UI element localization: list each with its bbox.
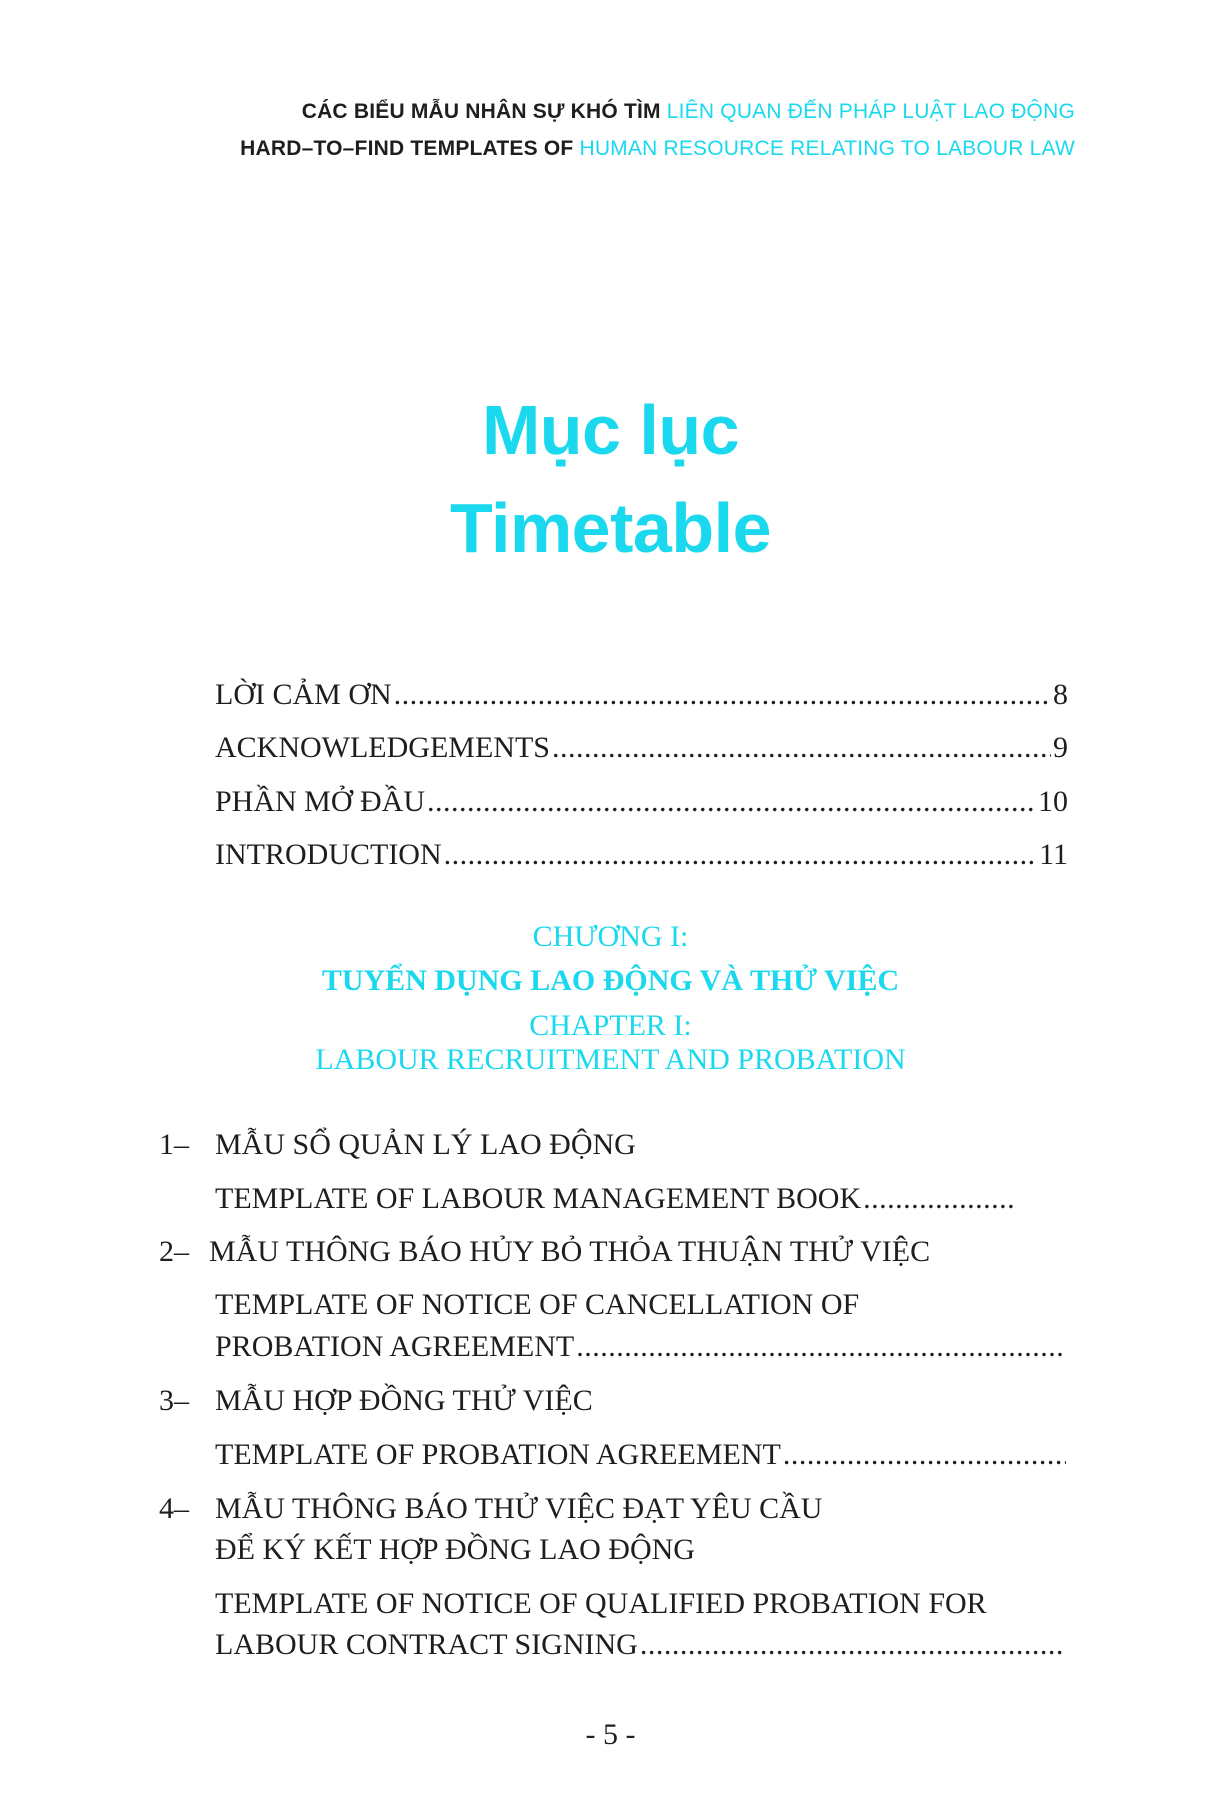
running-header-line-2 [240, 130, 1075, 167]
toc-entry-page: 10 [1038, 785, 1068, 818]
dot-leader [552, 733, 1051, 763]
item-title-en-line [215, 1440, 1068, 1470]
running-header-en-accent: HUMAN RESOURCE RELATING TO LABOUR LAW [579, 137, 1075, 160]
item-number: 4– [159, 1492, 189, 1525]
item-title-en: TEMPLATE OF NOTICE OF QUALIFIED PROBATION FOR [215, 1587, 987, 1620]
dot-leader [427, 787, 1036, 817]
toc-entry-phan-mo-dau[interactable] [215, 787, 1068, 817]
toc-entry-label: ACKNOWLEDGEMENTS [215, 731, 550, 764]
item-title-en: TEMPLATE OF NOTICE OF CANCELLATION OF [215, 1288, 860, 1321]
running-header-en-black: HARD–TO–FIND TEMPLATES OF [240, 137, 574, 160]
chapter-number-vi: CHƯƠNG I: [532, 920, 689, 953]
item-title-en-line [215, 1630, 1068, 1660]
chapter-number-en: CHAPTER I: [529, 1009, 692, 1042]
item-title-en-line [215, 1332, 1068, 1362]
toc-entry-label: PHẦN MỞ ĐẦU [215, 785, 426, 818]
page-title-en: Timetable [450, 489, 771, 567]
item-title-vi: MẪU HỢP ĐỒNG THỬ VIỆC [215, 1384, 593, 1417]
running-header [240, 93, 1075, 167]
item-title-en: TEMPLATE OF PROBATION AGREEMENT [215, 1438, 781, 1471]
item-title-en-line [215, 1184, 1015, 1214]
page-title-vi: Mục lục [481, 391, 740, 469]
running-header-line-1 [240, 93, 1075, 130]
item-title-en: TEMPLATE OF LABOUR MANAGEMENT BOOK [215, 1182, 862, 1215]
chapter-title-en: LABOUR RECRUITMENT AND PROBATION [315, 1043, 906, 1076]
toc-entry-page: 8 [1053, 678, 1068, 711]
item-title-en-cont: PROBATION AGREEMENT [215, 1330, 575, 1363]
item-title-vi: MẪU THÔNG BÁO HỦY BỎ THỎA THUẬN THỬ VIỆC [209, 1235, 931, 1268]
toc-entry-introduction[interactable] [215, 840, 1068, 870]
dot-leader [576, 1332, 1066, 1362]
item-title-vi: MẪU THÔNG BÁO THỬ VIỆC ĐẠT YÊU CẦU [215, 1492, 823, 1525]
toc-entry-label: INTRODUCTION [215, 838, 442, 871]
item-title-en-cont: LABOUR CONTRACT SIGNING [215, 1628, 638, 1661]
dot-leader [394, 680, 1051, 710]
item-number: 2– [159, 1235, 189, 1268]
dot-leader [444, 840, 1037, 870]
toc-entry-acknowledgements[interactable] [215, 733, 1068, 763]
running-header-vi-black: CÁC BIỂU MẪU NHÂN SỰ KHÓ TÌM [301, 100, 661, 123]
item-number: 1– [159, 1128, 189, 1161]
toc-entry-label: LỜI CẢM ƠN [215, 678, 392, 711]
chapter-title-vi: TUYỂN DỤNG LAO ĐỘNG VÀ THỬ VIỆC [321, 964, 900, 997]
item-title-vi-cont: ĐỂ KÝ KẾT HỢP ĐỒNG LAO ĐỘNG [215, 1533, 695, 1566]
item-title-vi: MẪU SỔ QUẢN LÝ LAO ĐỘNG [215, 1128, 636, 1161]
page-number: - 5 - [585, 1718, 636, 1751]
toc-entry-loi-cam-on[interactable] [215, 680, 1068, 710]
toc-entry-page: 11 [1039, 838, 1068, 871]
dot-leader [863, 1184, 1013, 1214]
toc-entry-page: 9 [1053, 731, 1068, 764]
dot-leader [783, 1440, 1066, 1470]
item-number: 3– [159, 1384, 189, 1417]
dot-leader [640, 1630, 1066, 1660]
running-header-vi-accent: LIÊN QUAN ĐẾN PHÁP LUẬT LAO ĐỘNG [666, 100, 1075, 123]
